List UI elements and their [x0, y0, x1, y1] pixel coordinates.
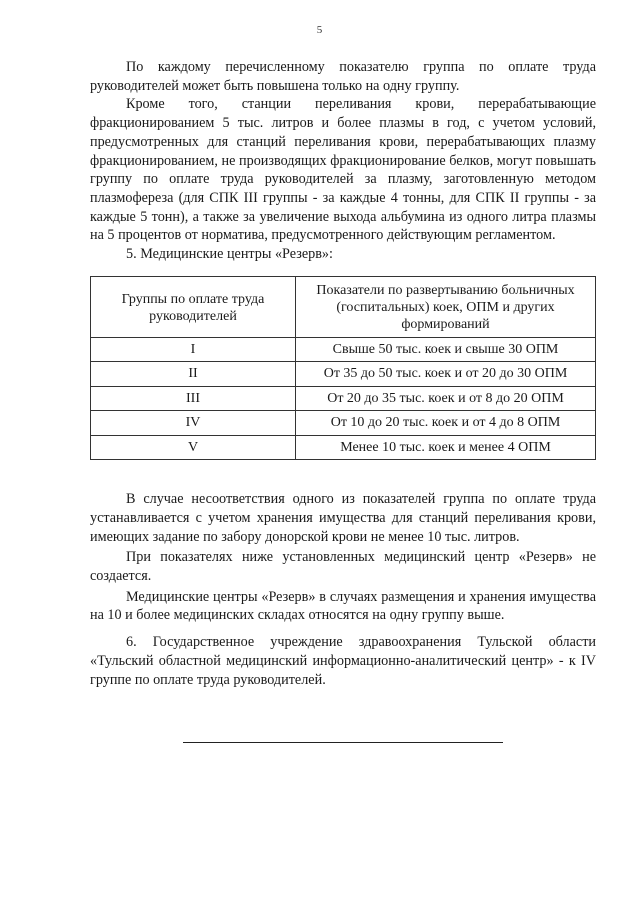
table-row	[91, 435, 596, 460]
indicator-cell: Свыше 50 тыс. коек и свыше 30 ОПМ	[296, 337, 596, 362]
table-row	[91, 337, 596, 362]
header-indicators: Показатели по развертыванию больничных (госпитальных) коек, ОПМ и других формирований	[296, 276, 596, 337]
paragraph-mismatch-rule: В случае несоответствия одного из показателей группа по оплате труда устанавливается с учетом хранения имущества для станций переливания крови, имеющих задание по забору донорской крови не менее 10 тыс. литров.	[90, 491, 596, 545]
table-row	[91, 411, 596, 436]
document-body	[90, 58, 596, 689]
paragraph-not-created: При показателях ниже установленных медицинский центр «Резерв» не создается.	[90, 549, 596, 585]
group-cell: IV	[91, 411, 296, 436]
section-heading-reserve-centers: 5. Медицинские центры «Резерв»:	[126, 246, 333, 263]
paragraph-tula-center: 6. Государственное учреждение здравоохранения Тульской области «Тульский областной медицинский информационно-аналитический центр» - к IV группе по оплате труда руководителей.	[90, 634, 596, 688]
paragraph-group-limit: По каждому перечисленному показателю группа по оплате труда руководителей может быть повышена только на одну группу.	[90, 59, 596, 94]
table-row	[91, 362, 596, 387]
paragraph-plasma-stations: Кроме того, станции переливания крови, перерабатывающие фракционированием 5 тыс. литров и более плазмы в год, с учетом условий, предусмотренных для станций переливания крови, перерабатывающих плазму фракционированием, не производящих фракционирование белков, могут повышать группу по оплате труда руководителей за плазму, заготовленную методом плазмофереза (для СПК III группы - за каждые 4 тонны, для СПК II группы - за каждые 5 тонн), а также за увеличение выхода альбумина из одного литра плазмы на 5 процентов от норматива, предусмотренного действующим регламентом.	[90, 96, 596, 244]
indicator-cell: Менее 10 тыс. коек и менее 4 ОПМ	[296, 435, 596, 460]
table-header-row	[91, 276, 596, 337]
group-cell: I	[91, 337, 296, 362]
group-cell: II	[91, 362, 296, 387]
end-of-document-line	[183, 742, 503, 743]
indicator-cell: От 35 до 50 тыс. коек и от 20 до 30 ОПМ	[296, 362, 596, 387]
group-cell: III	[91, 386, 296, 411]
indicator-cell: От 10 до 20 тыс. коек и от 4 до 8 ОПМ	[296, 411, 596, 436]
indicator-cell: От 20 до 35 тыс. коек и от 8 до 20 ОПМ	[296, 386, 596, 411]
header-pay-groups: Группы по оплате труда руководителей	[91, 276, 296, 337]
paragraph-storage-rule: Медицинские центры «Резерв» в случаях размещения и хранения имущества на 10 и более медицинских складах относятся на одну группу выше.	[90, 588, 596, 624]
reserve-centers-table	[90, 276, 596, 461]
group-cell: V	[91, 435, 296, 460]
table-row	[91, 386, 596, 411]
page-number: 5	[316, 24, 323, 36]
